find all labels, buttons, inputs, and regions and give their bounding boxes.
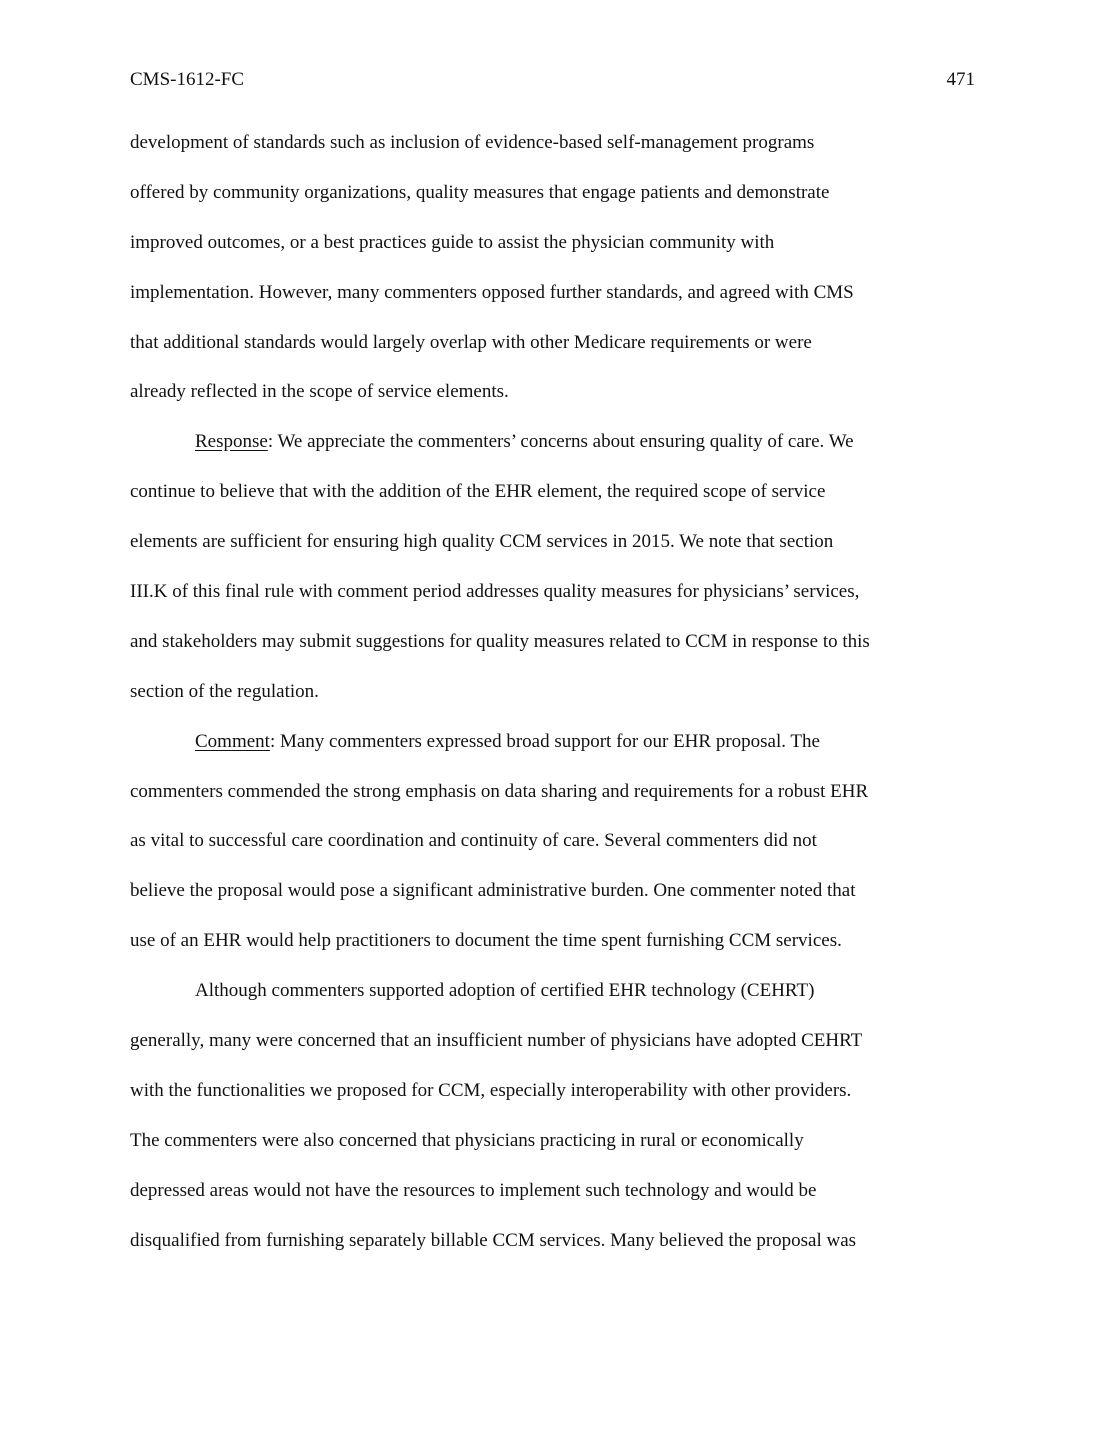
line-text: as vital to successful care coordination and continuity of care. Several commenters did not (130, 830, 817, 852)
line-text: commenters commended the strong emphasis on data sharing and requirements for a robust EHR (130, 780, 869, 802)
body-text (130, 128, 975, 1275)
line-text: section of the regulation. (130, 680, 319, 702)
text-line (130, 427, 975, 477)
text-line (130, 826, 975, 876)
text-line (130, 477, 975, 527)
text-line (130, 1226, 975, 1276)
text-line (130, 278, 975, 328)
line-text: : We appreciate the commenters’ concerns about ensuring quality of care. We (267, 431, 854, 453)
line-text: depressed areas would not have the resources to implement such technology and would be (130, 1179, 817, 1201)
line-text: disqualified from furnishing separately billable CCM services. Many believed the proposal was (130, 1229, 857, 1251)
text-line (130, 178, 975, 228)
line-text: Although commenters supported adoption of certified EHR technology (CEHRT) (195, 980, 815, 1002)
text-line (130, 627, 975, 677)
line-text: implementation. However, many commenters opposed further standards, and agreed with CMS (130, 281, 854, 303)
line-text: improved outcomes, or a best practices guide to assist the physician community with (130, 231, 775, 253)
line-text: believe the proposal would pose a significant administrative burden. One commenter noted that (130, 880, 856, 902)
text-line (130, 1076, 975, 1126)
text-line (130, 228, 975, 278)
line-text: and stakeholders may submit suggestions for quality measures related to CCM in response to this (130, 630, 870, 652)
line-text: generally, many were concerned that an insufficient number of physicians have adopted CEHRT (130, 1030, 863, 1052)
line-text: with the functionalities we proposed for CCM, especially interoperability with other providers. (130, 1079, 852, 1101)
line-text: : Many commenters expressed broad support for our EHR proposal. The (269, 730, 820, 752)
text-line (130, 1126, 975, 1176)
text-line (130, 1026, 975, 1076)
paragraph-lead-in: Comment (195, 730, 270, 752)
line-text: continue to believe that with the addition of the EHR element, the required scope of service (130, 481, 826, 503)
line-text: that additional standards would largely overlap with other Medicare requirements or were (130, 331, 812, 353)
line-text: offered by community organizations, quality measures that engage patients and demonstrate (130, 181, 830, 203)
line-text: III.K of this final rule with comment period addresses quality measures for physicians’ services, (130, 581, 860, 603)
text-line (130, 677, 975, 727)
text-line (130, 128, 975, 178)
line-text: elements are sufficient for ensuring high quality CCM services in 2015. We note that section (130, 531, 834, 553)
line-text: The commenters were also concerned that physicians practicing in rural or economically (130, 1129, 804, 1151)
text-line (130, 926, 975, 976)
page-header (130, 66, 975, 94)
text-line (130, 527, 975, 577)
text-line (130, 876, 975, 926)
document-id: CMS-1612-FC (130, 69, 245, 90)
text-line (130, 976, 975, 1026)
text-line (130, 377, 975, 427)
text-line (130, 1176, 975, 1226)
text-line (130, 328, 975, 378)
text-line (130, 777, 975, 827)
text-line (130, 577, 975, 627)
line-text: development of standards such as inclusion of evidence-based self-management programs (130, 132, 815, 153)
line-text: use of an EHR would help practitioners to document the time spent furnishing CCM services. (130, 930, 842, 952)
paragraph-lead-in: Response (195, 431, 268, 453)
page-number: 471 (946, 69, 975, 90)
text-line (130, 727, 975, 777)
line-text: already reflected in the scope of service elements. (130, 381, 509, 403)
